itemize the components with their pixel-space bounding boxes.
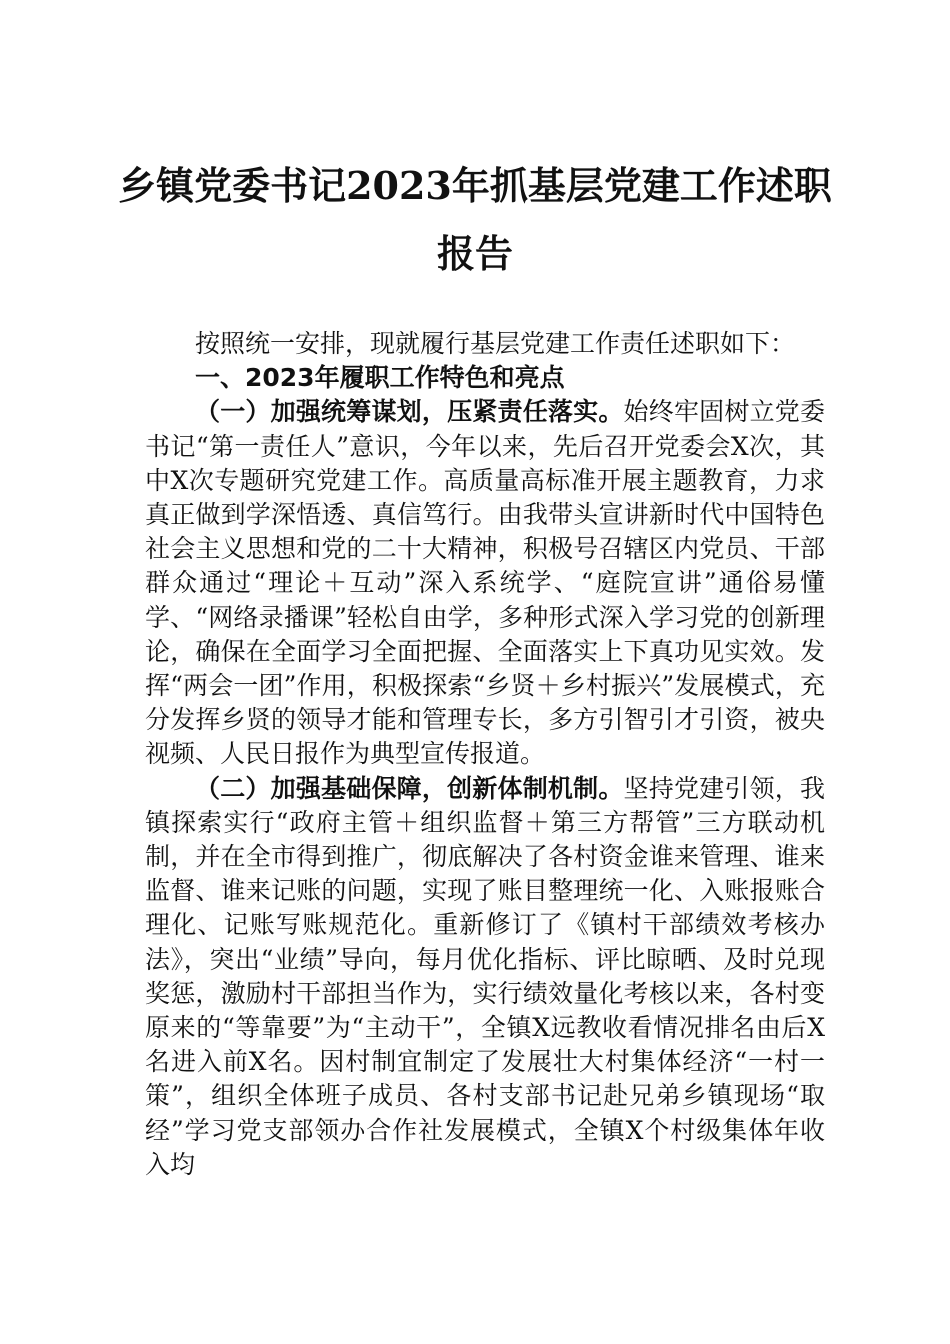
document-body [145,327,825,1182]
paragraph-2 [145,772,825,1182]
paragraph-1 [145,395,825,771]
intro-paragraph: 按照统一安排，现就履行基层党建工作责任述职如下： [195,329,796,358]
document-title-line2: 报告 [436,231,513,276]
paragraph-2-body: 坚持党建引领，我镇探索实行“政府主管＋组织监督＋第三方帮管”三方联动机制，并在全市得到推广，彻底解决了各村资金谁来管理、谁来监督、谁来记账的问题，实现了账目整理统一化、入账报账合理化、记账写账规范化。重新修订了《镇村干部绩效考核办法》，突出“业绩”导向，每月优化指标、评比晾晒、及时兑现奖惩，激励村干部担当作为，实行绩效量化考核以来，各村变原来的“等靠要”为“主动干”，全镇X远教收看情况排名由后X名进入前X名。因村制宜制定了发展壮大村集体经济“一村一策”，组织全体班子成员、各村支部书记赴兄弟乡镇现场“取经”学习党支部领办合作社发展模式，全镇X个村级集体年收入均 [145,773,825,1179]
document-title-line1: 乡镇党委书记2023年抓基层党建工作述职 [118,163,832,208]
section1-heading: 一、2023年履职工作特色和亮点 [195,363,565,393]
paragraph-1-lead: （一）加强统筹谋划，压紧责任落实。 [195,397,624,427]
paragraph-2-lead: （二）加强基础保障，创新体制机制。 [195,773,624,803]
paragraph-1-body: 始终牢固树立党委书记“第一责任人”意识，今年以来，先后召开党委会X次，其中X次专题研究党建工作。高质量高标准开展主题教育，力求真正做到学深悟透、真信笃行。由我带头宣讲新时代中国特色社会主义思想和党的二十大精神，积极号召辖区内党员、干部群众通过“理论＋互动”深入系统学、“庭院宣讲”通俗易懂学、“网络录播课”轻松自由学，多种形式深入学习党的创新理论，确保在全面学习全面把握、全面落实上下真功见实效。发挥“两会一团”作用，积极探索“乡贤＋乡村振兴”发展模式，充分发挥乡贤的领导才能和管理专长，多方引智引才引资，被央视频、人民日报作为典型宣传报道。 [145,397,825,769]
